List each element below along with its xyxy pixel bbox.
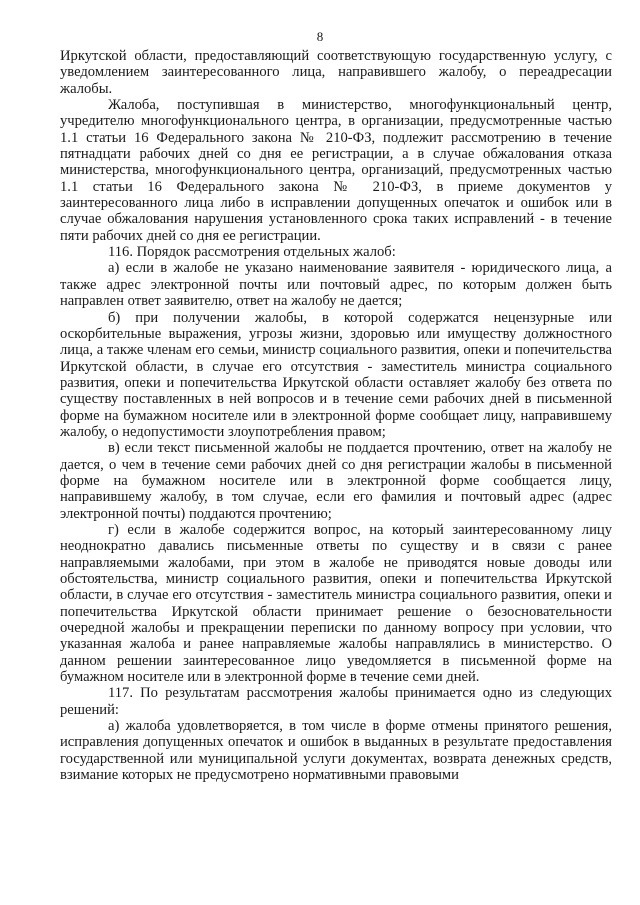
paragraph-116-v: в) если текст письменной жалобы не поддается прочтению, ответ на жалобу не дается, о чем в течение семи рабочих дней со дня регистрации жалобы в письменной форме на бумажном носителе или в электронной форме сообщается лицу, направившему жалобу, в том случае, если его фамилия и почтовый адрес (адрес электронной почты) поддаются прочтению; bbox=[60, 440, 612, 522]
page-number: 8 bbox=[316, 29, 324, 44]
paragraph-117-heading: 117. По результатам рассмотрения жалобы принимается одно из следующих решений: bbox=[60, 685, 612, 718]
paragraph-117-a: а) жалоба удовлетворяется, в том числе в форме отмены принятого решения, исправления допущенных опечаток и ошибок в выданных в результате предоставления государственной или муниципальной услуги документах, возврата денежных средств, взимание которых не предусмотрено нормативными правовыми bbox=[60, 718, 612, 784]
paragraph-116-heading: 116. Порядок рассмотрения отдельных жалоб: bbox=[108, 244, 396, 261]
paragraph-complaint-review-deadlines: Жалоба, поступившая в министерство, многофункциональный центр, учредителю многофункционального центра, в организации, предусмотренные частью 1.1 статьи 16 Федерального закона № 210-ФЗ, подлежит рассмотрению в течение пятнадцати рабочих дней со дня ее регистрации, а в случае обжалования отказа министерства, многофункционального центра, организаций, предусмотренных частью 1.1 статьи 16 Федерального закона № 210-ФЗ, в приеме документов у заинтересованного лица либо в исправлении допущенных опечаток и ошибок или в случае обжалования нарушения установленного срока таких исправлений - в течение пяти рабочих дней со дня ее регистрации. bbox=[60, 97, 612, 244]
paragraph-116-b: б) при получении жалобы, в которой содержатся нецензурные или оскорбительные выражения, угрозы жизни, здоровью или имуществу должностного лица, а также членам его семьи, министр социального развития, опеки и попечительства Иркутской области, в случае его отсутствия - заместитель министра социального развития, опеки и попечительства Иркутской области оставляет жалобу без ответа по существу поставленных в ней вопросов и в течение семи рабочих дней в письменной форме на бумажном носителе или в электронной форме сообщает лицу, направившему жалобу, о недопустимости злоупотребления правом; bbox=[60, 309, 612, 440]
document-body bbox=[60, 48, 612, 783]
paragraph-116-a: а) если в жалобе не указано наименование заявителя - юридического лица, а также адрес электронной почты или почтовый адрес, по которым должен быть направлен ответ заявителю, ответ на жалобу не дается; bbox=[60, 260, 612, 310]
paragraph-116-g: г) если в жалобе содержится вопрос, на который заинтересованному лицу неоднократно давались письменные ответы по существу и в связи с ранее направляемыми жалобами, при этом в жалобе не приводятся новые доводы или обстоятельства, министр социального развития, опеки и попечительства Иркутской области, в случае его отсутствия - заместитель министра социального развития, опеки и попечительства Иркутской области принимает решение о безосновательности очередной жалобы и прекращении переписки по данному вопросу при условии, что указанная жалоба и ранее направляемые жалобы направлялись в министерство. О данном решении заинтересованное лицо уведомляется в письменной форме на бумажном носителе или в электронной форме в течение семи дней. bbox=[60, 521, 612, 686]
paragraph-readdressing-continuation: Иркутской области, предоставляющий соответствующую государственную услугу, с уведомлением заинтересованного лица, направившего жалобу, о переадресации жалобы. bbox=[60, 48, 612, 97]
